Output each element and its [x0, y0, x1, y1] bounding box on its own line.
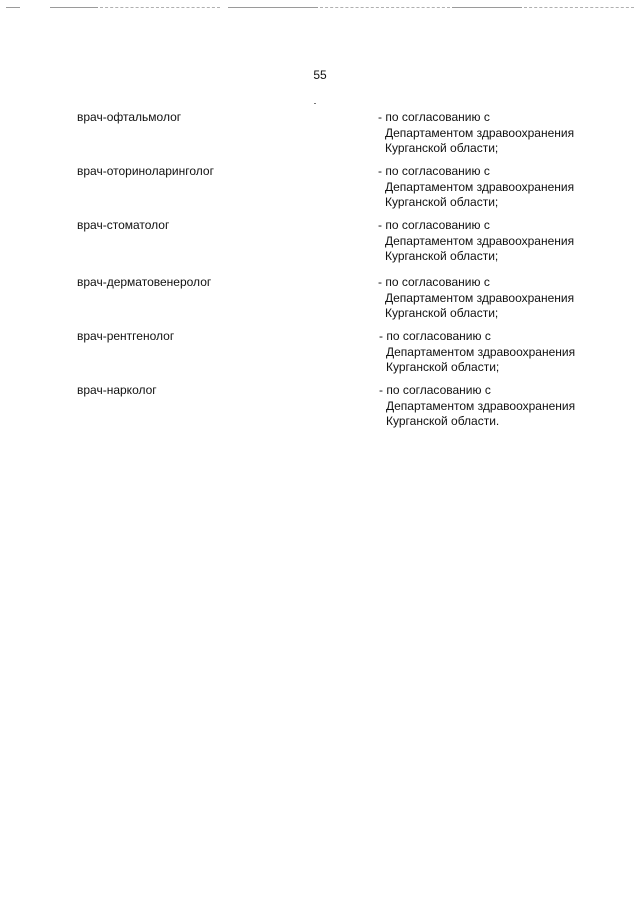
- note-line: Курганской области;: [385, 249, 499, 263]
- entry-note: [379, 383, 575, 430]
- note-line: Департаментом здравоохранения: [385, 233, 575, 248]
- scan-edge-line: [6, 7, 20, 8]
- note-line: Курганской области;: [386, 360, 500, 374]
- note-line: Курганской области;: [385, 141, 499, 155]
- scan-edge-line: [320, 7, 450, 8]
- note-line: Департаментом здравоохранения: [386, 398, 576, 413]
- note-line: - по согласованию с: [379, 383, 491, 397]
- note-line: Департаментом здравоохранения: [385, 125, 575, 140]
- entry-role: врач-стоматолог: [77, 218, 170, 232]
- entry-role: врач-дерматовенеролог: [77, 275, 212, 289]
- note-line: - по согласованию с: [378, 218, 490, 232]
- scan-edge-line: [524, 7, 634, 8]
- scan-edge-line: [452, 7, 522, 8]
- note-line: - по согласованию с: [378, 275, 490, 289]
- note-line: - по согласованию с: [378, 110, 490, 124]
- note-line: Курганской области;: [385, 195, 499, 209]
- scan-speck: [314, 103, 316, 104]
- note-line: - по согласованию с: [379, 329, 491, 343]
- note-line: - по согласованию с: [378, 164, 490, 178]
- note-line: Департаментом здравоохранения: [385, 290, 575, 305]
- scan-edge-line: [228, 7, 318, 8]
- entry-role: врач-рентгенолог: [77, 329, 175, 343]
- note-line: Департаментом здравоохранения: [385, 179, 575, 194]
- entry-role: врач-офтальмолог: [77, 110, 182, 124]
- entry-note: [378, 164, 574, 211]
- entry-note: [378, 218, 574, 265]
- scan-edge-line: [100, 7, 220, 8]
- scan-edge-line: [50, 7, 98, 8]
- entry-role: врач-нарколог: [77, 383, 157, 397]
- note-line: Курганской области;: [385, 306, 499, 320]
- entry-note: [378, 110, 574, 157]
- entry-role: врач-оториноларинголог: [77, 164, 214, 178]
- note-line: Департаментом здравоохранения: [386, 344, 576, 359]
- note-line: Курганской области.: [386, 414, 500, 428]
- entry-note: [378, 275, 574, 322]
- page-number: 55: [313, 68, 327, 82]
- entry-note: [379, 329, 575, 376]
